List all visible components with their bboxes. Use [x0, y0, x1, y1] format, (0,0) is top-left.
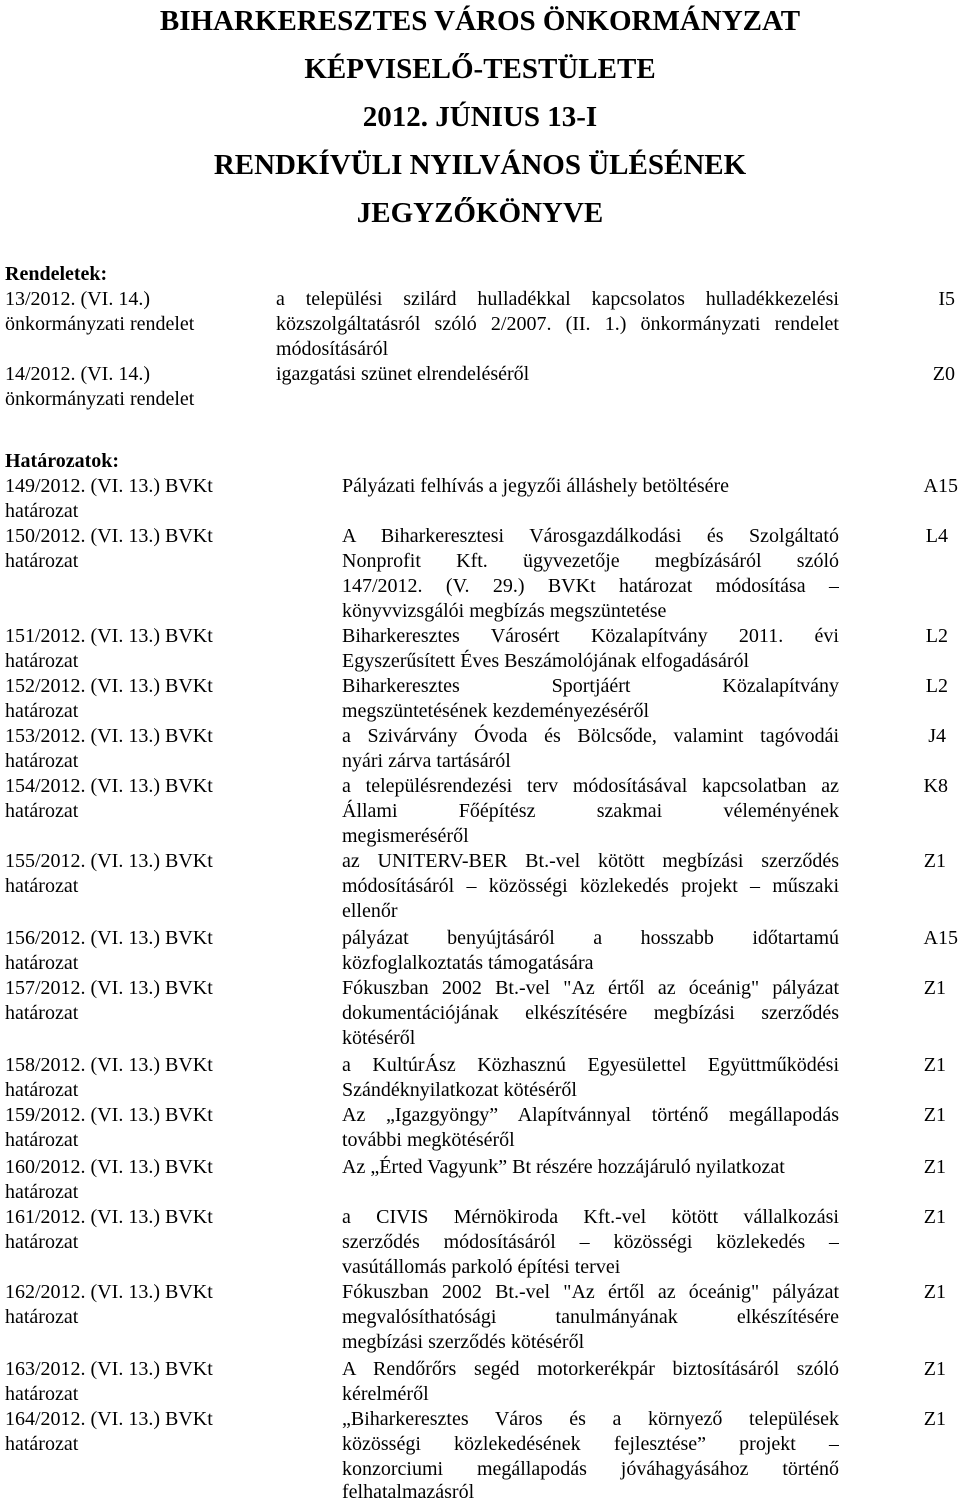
entry-title-line: Nonprofit Kft. ügyvezetője megbízásáról szóló — [342, 550, 839, 572]
entry-number: 164/2012. (VI. 13.) BVKt — [5, 1408, 213, 1430]
entry-number: 150/2012. (VI. 13.) BVKt — [5, 525, 213, 547]
entry-type: határozat — [5, 952, 79, 974]
entry-type: határozat — [5, 1306, 79, 1328]
rendeletek-heading: Rendeletek: — [5, 263, 108, 285]
entry-title-line: megszüntetésének kezdeményezéséről — [342, 700, 650, 722]
entry-title-line: Pályázati felhívás a jegyzői álláshely betöltésére — [342, 475, 730, 497]
entry-title-line: Biharkeresztes Városért Közalapítvány 2011. évi — [342, 625, 839, 647]
entry-number: 152/2012. (VI. 13.) BVKt — [5, 675, 213, 697]
entry-title-line: kérelméről — [342, 1383, 429, 1405]
entry-title-line: 147/2012. (V. 29.) BVKt határozat módosítása – — [342, 575, 839, 597]
entry-code: J4 — [928, 725, 946, 747]
entry-title-line: Az „Igazgyöngy” Alapítvánnyal történő megállapodás — [342, 1104, 839, 1126]
doc-title-line-3: 2012. JÚNIUS 13-I — [362, 101, 598, 133]
entry-number: 153/2012. (VI. 13.) BVKt — [5, 725, 213, 747]
entry-title-line: Fókuszban 2002 Bt.-vel "Az értől az óceánig" pályázat — [342, 977, 839, 999]
entry-code: Z1 — [923, 1054, 946, 1076]
entry-title-line: pályázat benyújtásáról a hosszabb időtartamú — [342, 927, 839, 949]
entry-title-line: módosításáról — [276, 338, 389, 360]
entry-number: 163/2012. (VI. 13.) BVKt — [5, 1358, 213, 1380]
entry-code: L2 — [925, 675, 948, 697]
entry-code: Z1 — [923, 1358, 946, 1380]
entry-number: 151/2012. (VI. 13.) BVKt — [5, 625, 213, 647]
entry-code: L4 — [925, 525, 948, 547]
entry-number: 14/2012. (VI. 14.) — [5, 363, 150, 385]
entry-title-line: megbízási szerződés kötéséről — [342, 1331, 585, 1353]
entry-type: önkormányzati rendelet — [5, 313, 195, 335]
entry-title-line: igazgatási szünet elrendeléséről — [276, 363, 530, 385]
entry-code: I5 — [938, 288, 955, 310]
doc-title-line-5: JEGYZŐKÖNYVE — [356, 197, 604, 229]
entry-type: határozat — [5, 1433, 79, 1455]
entry-title-line: Szándéknyilatkozat kötéséről — [342, 1079, 577, 1101]
entry-type: határozat — [5, 500, 79, 522]
entry-title-line: Biharkeresztes Sportjáért Közalapítvány — [342, 675, 839, 697]
entry-code: A15 — [923, 927, 958, 949]
doc-title-line-2: KÉPVISELŐ-TESTÜLETE — [304, 53, 656, 85]
entry-type: határozat — [5, 1079, 79, 1101]
entry-number: 157/2012. (VI. 13.) BVKt — [5, 977, 213, 999]
entry-title-line: megismeréséről — [342, 825, 469, 847]
entry-code: Z1 — [923, 1206, 946, 1228]
entry-title-line: Fókuszban 2002 Bt.-vel "Az értől az óceánig" pályázat — [342, 1281, 839, 1303]
entry-code: L2 — [925, 625, 948, 647]
entry-title-line: Egyszerűsített Éves Beszámolójának elfogadásáról — [342, 650, 750, 672]
entry-type: határozat — [5, 700, 79, 722]
entry-type: határozat — [5, 750, 79, 772]
entry-type: határozat — [5, 875, 79, 897]
entry-number: 160/2012. (VI. 13.) BVKt — [5, 1156, 213, 1178]
entry-number: 149/2012. (VI. 13.) BVKt — [5, 475, 213, 497]
entry-title-line: konzorciumi megállapodás jóváhagyásához történő — [342, 1458, 839, 1480]
entry-code: A15 — [923, 475, 958, 497]
entry-title-line: további megkötéséről — [342, 1129, 515, 1151]
entry-type: határozat — [5, 800, 79, 822]
entry-title-line: A Rendőrőrs segéd motorkerékpár biztosításáról szóló — [342, 1358, 839, 1380]
entry-title-line: módosításáról – közösségi közlekedés projekt – műszaki — [342, 875, 839, 897]
entry-number: 13/2012. (VI. 14.) — [5, 288, 150, 310]
entry-type: önkormányzati rendelet — [5, 388, 195, 410]
entry-type: határozat — [5, 650, 79, 672]
entry-title-line: dokumentációjának elkészítésére megbízási szerződés — [342, 1002, 839, 1024]
entry-title-line: nyári zárva tartásáról — [342, 750, 511, 772]
entry-title-line: az UNITERV-BER Bt.-vel kötött megbízási szerződés — [342, 850, 839, 872]
entry-type: határozat — [5, 1181, 79, 1203]
entry-title-line: megvalósíthatósági tanulmányának elkészítésére — [342, 1306, 839, 1328]
doc-title-line-4: RENDKÍVÜLI NYILVÁNOS ÜLÉSÉNEK — [213, 149, 747, 181]
entry-title-line: a CIVIS Mérnökiroda Kft.-vel kötött vállalkozási — [342, 1206, 839, 1228]
entry-title-line: a KultúrÁsz Közhasznú Egyesülettel Együttműködési — [342, 1054, 839, 1076]
entry-title-line: a települési szilárd hulladékkal kapcsolatos hulladékkezelési — [276, 288, 839, 310]
entry-title-line: közfoglalkoztatás támogatására — [342, 952, 594, 974]
hatarozatok-heading: Határozatok: — [5, 450, 120, 472]
entry-code: Z1 — [923, 1408, 946, 1430]
entry-title-line: a településrendezési terv módosításával kapcsolatban az — [342, 775, 839, 797]
entry-code: Z1 — [923, 1281, 946, 1303]
entry-number: 159/2012. (VI. 13.) BVKt — [5, 1104, 213, 1126]
entry-title-line: közösségi közlekedésének fejlesztése” projekt – — [342, 1433, 839, 1455]
entry-type: határozat — [5, 550, 79, 572]
entry-type: határozat — [5, 1383, 79, 1405]
entry-code: Z1 — [923, 977, 946, 999]
entry-title-line: felhatalmazásról — [342, 1481, 475, 1503]
entry-title-line: kötéséről — [342, 1027, 416, 1049]
entry-type: határozat — [5, 1002, 79, 1024]
entry-title-line: ellenőr — [342, 900, 398, 922]
entry-code: K8 — [923, 775, 948, 797]
entry-number: 155/2012. (VI. 13.) BVKt — [5, 850, 213, 872]
entry-type: határozat — [5, 1231, 79, 1253]
entry-title-line: könyvvizsgálói megbízás megszüntetése — [342, 600, 667, 622]
entry-type: határozat — [5, 1129, 79, 1151]
entry-title-line: A Biharkeresztesi Városgazdálkodási és Szolgáltató — [342, 525, 839, 547]
entry-code: Z1 — [923, 1156, 946, 1178]
entry-title-line: „Biharkeresztes Város és a környező települések — [342, 1408, 839, 1430]
entry-title-line: Állami Főépítész szakmai véleményének — [342, 800, 839, 822]
entry-title-line: közszolgáltatásról szóló 2/2007. (II. 1.) önkormányzati rendelet — [276, 313, 839, 335]
entry-number: 156/2012. (VI. 13.) BVKt — [5, 927, 213, 949]
entry-code: Z1 — [923, 850, 946, 872]
entry-number: 161/2012. (VI. 13.) BVKt — [5, 1206, 213, 1228]
entry-code: Z1 — [923, 1104, 946, 1126]
entry-number: 158/2012. (VI. 13.) BVKt — [5, 1054, 213, 1076]
doc-title-line-1: BIHARKERESZTES VÁROS ÖNKORMÁNYZAT — [159, 5, 801, 37]
entry-number: 162/2012. (VI. 13.) BVKt — [5, 1281, 213, 1303]
entry-title-line: a Szivárvány Óvoda és Bölcsőde, valamint tagóvodái — [342, 725, 839, 747]
entry-title-line: szerződés módosításáról – közösségi közlekedés – — [342, 1231, 839, 1253]
entry-code: Z0 — [932, 363, 955, 385]
entry-title-line: vasútállomás parkoló építési tervei — [342, 1256, 621, 1278]
entry-number: 154/2012. (VI. 13.) BVKt — [5, 775, 213, 797]
entry-title-line: Az „Érted Vagyunk” Bt részére hozzájáruló nyilatkozat — [342, 1156, 785, 1178]
